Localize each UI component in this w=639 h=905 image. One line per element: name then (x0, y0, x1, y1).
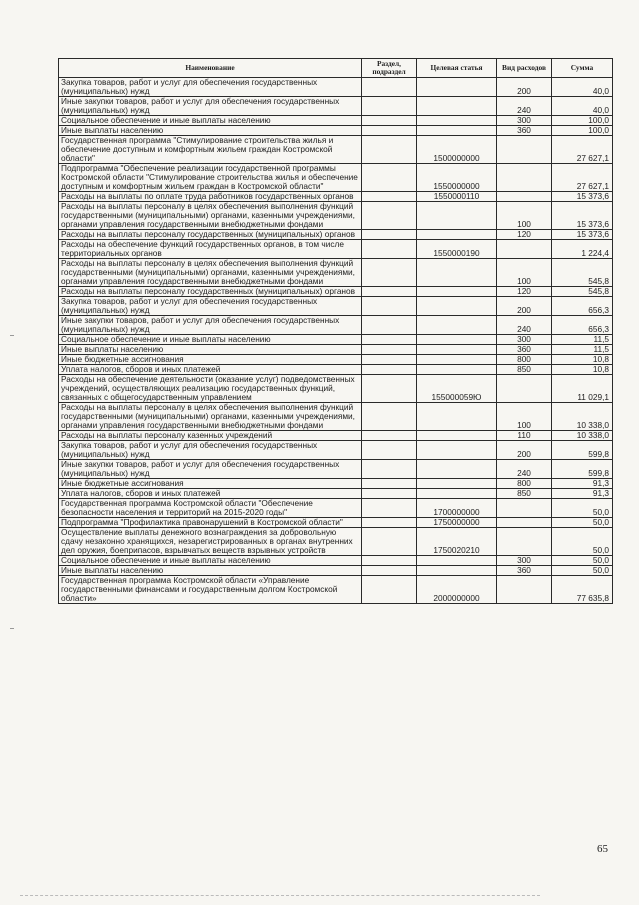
cell-target (417, 479, 497, 489)
cell-name: Расходы на выплаты персоналу в целях обеспечения выполнения функций государственными (муниципальными) органами, казенными учреждениями, органами управления государственными внебюджетными фондами (59, 403, 362, 431)
cell-kind (497, 192, 552, 202)
table-row (59, 136, 613, 164)
cell-sum: 1 224,4 (552, 240, 613, 259)
cell-target (417, 556, 497, 566)
cell-target (417, 126, 497, 136)
table-body (59, 78, 613, 604)
table-row (59, 479, 613, 489)
table-row (59, 259, 613, 287)
cell-kind (497, 240, 552, 259)
cell-kind (497, 164, 552, 192)
table-row (59, 431, 613, 441)
cell-kind (497, 136, 552, 164)
table-row (59, 375, 613, 403)
cell-section (362, 528, 417, 556)
cell-kind: 110 (497, 431, 552, 441)
cell-name: Подпрограмма "Обеспечение реализации государственной программы Костромской области "Стимулирование строительства жилья и обеспечение доступным и комфортным жильем граждан в Костромской области" (59, 164, 362, 192)
cell-name: Уплата налогов, сборов и иных платежей (59, 365, 362, 375)
cell-name: Социальное обеспечение и иные выплаты населению (59, 556, 362, 566)
cell-sum: 27 627,1 (552, 136, 613, 164)
cell-name: Государственная программа "Стимулирование строительства жилья и обеспечение доступным и комфортным жильем граждан Костромской области" (59, 136, 362, 164)
cell-sum: 10 338,0 (552, 403, 613, 431)
cell-sum: 656,3 (552, 316, 613, 335)
cell-sum: 545,8 (552, 287, 613, 297)
cell-name: Иные выплаты населению (59, 566, 362, 576)
cell-kind: 240 (497, 460, 552, 479)
cell-name: Иные выплаты населению (59, 345, 362, 355)
cell-target (417, 259, 497, 287)
cell-section (362, 479, 417, 489)
cell-sum: 91,3 (552, 479, 613, 489)
cell-kind: 240 (497, 316, 552, 335)
table-row (59, 297, 613, 316)
cell-section (362, 316, 417, 335)
table-row (59, 403, 613, 431)
cell-section (362, 164, 417, 192)
cell-kind (497, 375, 552, 403)
table-row (59, 518, 613, 528)
cell-target (417, 230, 497, 240)
cell-section (362, 576, 417, 604)
cell-kind: 360 (497, 345, 552, 355)
cell-sum: 545,8 (552, 259, 613, 287)
budget-table (58, 58, 613, 604)
cell-sum: 50,0 (552, 566, 613, 576)
cell-section (362, 297, 417, 316)
table-row (59, 287, 613, 297)
cell-sum: 599,8 (552, 460, 613, 479)
table-row (59, 499, 613, 518)
cell-name: Закупка товаров, работ и услуг для обеспечения государственных (муниципальных) нужд (59, 441, 362, 460)
cell-sum: 40,0 (552, 97, 613, 116)
cell-section (362, 441, 417, 460)
cell-name: Иные закупки товаров, работ и услуг для обеспечения государственных (муниципальных) нужд (59, 316, 362, 335)
cell-name: Расходы на выплаты персоналу казенных учреждений (59, 431, 362, 441)
cell-kind: 850 (497, 489, 552, 499)
cell-target (417, 489, 497, 499)
cell-name: Социальное обеспечение и иные выплаты населению (59, 116, 362, 126)
table-row (59, 240, 613, 259)
table-row (59, 355, 613, 365)
cell-kind: 100 (497, 202, 552, 230)
table-row (59, 97, 613, 116)
cell-name: Уплата налогов, сборов и иных платежей (59, 489, 362, 499)
table-row (59, 316, 613, 335)
cell-section (362, 566, 417, 576)
cell-sum: 77 635,8 (552, 576, 613, 604)
cell-name: Закупка товаров, работ и услуг для обеспечения государственных (муниципальных) нужд (59, 297, 362, 316)
cell-section (362, 259, 417, 287)
cell-section (362, 365, 417, 375)
header-target: Целевая статья (417, 59, 497, 78)
cell-name: Расходы на обеспечение функций государственных органов, в том числе территориальных органов (59, 240, 362, 259)
cell-section (362, 78, 417, 97)
table-row (59, 164, 613, 192)
cell-name: Расходы на выплаты по оплате труда работников государственных органов (59, 192, 362, 202)
cell-sum: 100,0 (552, 126, 613, 136)
cell-section (362, 240, 417, 259)
cell-name: Иные закупки товаров, работ и услуг для обеспечения государственных (муниципальных) нужд (59, 97, 362, 116)
page-number: 65 (597, 843, 608, 855)
cell-kind: 240 (497, 97, 552, 116)
cell-section (362, 489, 417, 499)
cell-sum: 10,8 (552, 365, 613, 375)
cell-target (417, 566, 497, 576)
cell-target (417, 431, 497, 441)
cell-target (417, 287, 497, 297)
cell-name: Осуществление выплаты денежного вознаграждения за добровольную сдачу незаконно хранящихся, незарегистрированных в органах внутренних дел оружия, боеприпасов, взрывчатых веществ взрывных устройств (59, 528, 362, 556)
cell-kind: 850 (497, 365, 552, 375)
cell-target: 1700000000 (417, 499, 497, 518)
cell-sum: 40,0 (552, 78, 613, 97)
cell-section (362, 287, 417, 297)
cell-sum: 100,0 (552, 116, 613, 126)
cell-kind (497, 528, 552, 556)
header-sum: Сумма (552, 59, 613, 78)
table-row (59, 202, 613, 230)
cell-name: Расходы на выплаты персоналу государственных (муниципальных) органов (59, 230, 362, 240)
cell-name: Расходы на выплаты персоналу государственных (муниципальных) органов (59, 287, 362, 297)
table-row (59, 126, 613, 136)
cell-section (362, 431, 417, 441)
cell-section (362, 499, 417, 518)
cell-kind (497, 518, 552, 528)
cell-section (362, 403, 417, 431)
cell-section (362, 355, 417, 365)
cell-section (362, 126, 417, 136)
cell-target: 1500000000 (417, 136, 497, 164)
cell-target: 1750020210 (417, 528, 497, 556)
table-row (59, 460, 613, 479)
cell-name: Иные закупки товаров, работ и услуг для обеспечения государственных (муниципальных) нужд (59, 460, 362, 479)
table-row (59, 528, 613, 556)
cell-sum: 15 373,6 (552, 230, 613, 240)
cell-target (417, 441, 497, 460)
cell-kind: 200 (497, 297, 552, 316)
scan-edge (20, 895, 540, 897)
cell-section (362, 345, 417, 355)
cell-name: Социальное обеспечение и иные выплаты населению (59, 335, 362, 345)
cell-target (417, 365, 497, 375)
table-header (59, 59, 613, 78)
table-row (59, 576, 613, 604)
margin-mark (10, 335, 14, 336)
table-row (59, 556, 613, 566)
cell-kind: 800 (497, 479, 552, 489)
table-row (59, 365, 613, 375)
cell-target (417, 335, 497, 345)
cell-sum: 10 338,0 (552, 431, 613, 441)
cell-name: Государственная программа Костромской области «Управление государственными финансами и государственным долгом Костромской области» (59, 576, 362, 604)
cell-sum: 10,8 (552, 355, 613, 365)
cell-kind: 120 (497, 287, 552, 297)
cell-target (417, 345, 497, 355)
cell-section (362, 230, 417, 240)
cell-section (362, 97, 417, 116)
cell-name: Иные бюджетные ассигнования (59, 479, 362, 489)
cell-section (362, 460, 417, 479)
cell-name: Иные выплаты населению (59, 126, 362, 136)
cell-target (417, 116, 497, 126)
cell-sum: 15 373,6 (552, 202, 613, 230)
cell-section (362, 335, 417, 345)
cell-section (362, 518, 417, 528)
cell-name: Закупка товаров, работ и услуг для обеспечения государственных (муниципальных) нужд (59, 78, 362, 97)
cell-target (417, 460, 497, 479)
table-row (59, 78, 613, 97)
cell-sum: 50,0 (552, 499, 613, 518)
table-row (59, 345, 613, 355)
cell-section (362, 202, 417, 230)
cell-kind: 360 (497, 566, 552, 576)
cell-sum: 50,0 (552, 528, 613, 556)
cell-sum: 599,8 (552, 441, 613, 460)
cell-kind: 360 (497, 126, 552, 136)
cell-name: Расходы на выплаты персоналу в целях обеспечения выполнения функций государственными (муниципальными) органами, казенными учреждениями, органами управления государственными внебюджетными фондами (59, 259, 362, 287)
cell-sum: 11,5 (552, 345, 613, 355)
cell-section (362, 556, 417, 566)
cell-sum: 11,5 (552, 335, 613, 345)
cell-sum: 15 373,6 (552, 192, 613, 202)
table-row (59, 566, 613, 576)
cell-name: Расходы на обеспечение деятельности (оказание услуг) подведомственных учреждений, осуществляющих реализацию государственных функций, связанных с общегосударственным управлением (59, 375, 362, 403)
header-kind: Вид расходов (497, 59, 552, 78)
cell-target (417, 316, 497, 335)
table-row (59, 489, 613, 499)
margin-mark (10, 628, 14, 629)
cell-target: 1750000000 (417, 518, 497, 528)
cell-sum: 11 029,1 (552, 375, 613, 403)
cell-target: 155000059Ю (417, 375, 497, 403)
cell-sum: 50,0 (552, 518, 613, 528)
cell-kind: 100 (497, 403, 552, 431)
table-row (59, 116, 613, 126)
cell-section (362, 136, 417, 164)
cell-target (417, 355, 497, 365)
cell-section (362, 192, 417, 202)
cell-target (417, 78, 497, 97)
cell-kind: 300 (497, 116, 552, 126)
cell-sum: 91,3 (552, 489, 613, 499)
cell-target: 1550000000 (417, 164, 497, 192)
cell-kind: 300 (497, 335, 552, 345)
table-row (59, 441, 613, 460)
cell-sum: 656,3 (552, 297, 613, 316)
cell-kind: 100 (497, 259, 552, 287)
cell-kind: 120 (497, 230, 552, 240)
table-row (59, 335, 613, 345)
cell-kind: 800 (497, 355, 552, 365)
cell-sum: 50,0 (552, 556, 613, 566)
table-row (59, 230, 613, 240)
header-section: Раздел, подраздел (362, 59, 417, 78)
cell-target: 1550000190 (417, 240, 497, 259)
cell-kind: 200 (497, 78, 552, 97)
cell-kind: 200 (497, 441, 552, 460)
cell-sum: 27 627,1 (552, 164, 613, 192)
table-row (59, 192, 613, 202)
cell-section (362, 375, 417, 403)
cell-kind (497, 576, 552, 604)
cell-name: Подпрограмма "Профилактика правонарушений в Костромской области" (59, 518, 362, 528)
cell-target (417, 297, 497, 316)
cell-target (417, 97, 497, 116)
header-name: Наименование (59, 59, 362, 78)
cell-kind (497, 499, 552, 518)
cell-section (362, 116, 417, 126)
cell-kind: 300 (497, 556, 552, 566)
cell-name: Государственная программа Костромской области "Обеспечение безопасности населения и территорий на 2015-2020 годы" (59, 499, 362, 518)
cell-target (417, 403, 497, 431)
cell-target: 2000000000 (417, 576, 497, 604)
cell-name: Расходы на выплаты персоналу в целях обеспечения выполнения функций государственными (муниципальными) органами, казенными учреждениями, органами управления государственными внебюджетными фондами (59, 202, 362, 230)
cell-target: 1550000110 (417, 192, 497, 202)
cell-target (417, 202, 497, 230)
cell-name: Иные бюджетные ассигнования (59, 355, 362, 365)
